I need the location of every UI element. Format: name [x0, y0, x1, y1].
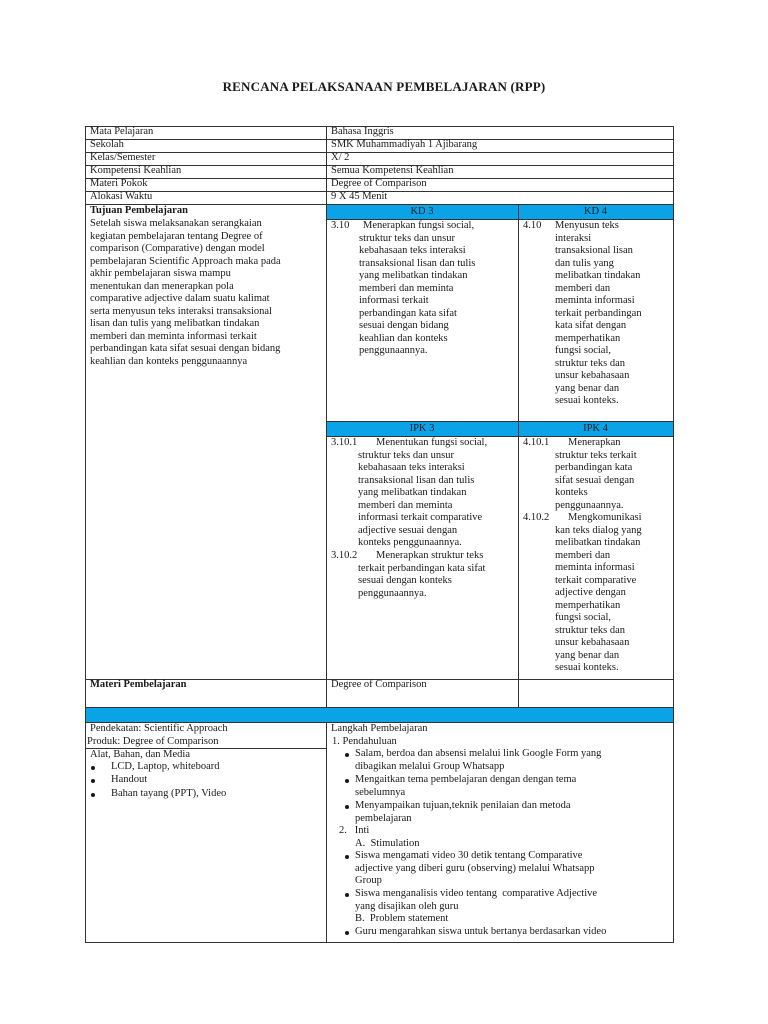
ipk3-line: kebahasaan teks interaksi	[358, 462, 465, 473]
alokasi-waktu-value: 9 X 45 Menit	[331, 191, 388, 202]
ipk4-line: fungsi social,	[555, 612, 611, 623]
tujuan-line: pembelajaran Scientific Approach maka pada	[90, 255, 281, 267]
pendahuluan-item: Menyampaikan tujuan,teknik penilaian dan metoda	[355, 800, 571, 811]
inti-item: Siswa menganalisis video tentang comparative Adjective	[355, 888, 598, 899]
ipk4-line: perbandingan kata	[555, 462, 633, 473]
materi-pokok-label: Materi Pokok	[90, 178, 148, 189]
bullet-icon	[345, 931, 349, 935]
kd3-line: Menerapkan fungsi social,	[363, 220, 475, 231]
ipk4-line: terkait comparative	[555, 574, 637, 586]
tujuan-heading: Tujuan Pembelajaran	[90, 205, 188, 216]
bullet-icon	[91, 793, 95, 797]
ipk4-line: memberi dan	[555, 549, 611, 561]
kd4-line: meminta informasi	[555, 295, 635, 306]
kd4-line: dan tulis yang	[555, 257, 614, 269]
tujuan-line: menentukan dan menerapkan pola	[90, 280, 234, 292]
ipk3-number: 3.10.1	[331, 437, 358, 448]
bullet-icon	[345, 805, 349, 809]
ipk3-number: 3.10.2	[331, 550, 358, 561]
ipk3-line: penggunaannya.	[358, 587, 427, 599]
ipk3-line: konteks penggunaannya.	[358, 537, 462, 548]
tujuan-line: akhir pembelajaran siswa mampu	[90, 268, 231, 279]
kd4-line: memberi dan	[555, 282, 611, 294]
ipk4-line: adjective dengan	[555, 587, 626, 598]
ipk4-line: sesuai konteks.	[555, 662, 619, 673]
ipk4-number: 4.10.2	[523, 512, 550, 523]
bullet-icon	[91, 766, 95, 770]
kd3-line: penggunaannya.	[359, 345, 428, 356]
ipk3-line: adjective sesuai dengan	[358, 524, 458, 536]
kd4-line: unsur kebahasaan	[555, 370, 630, 381]
ipk3-line: memberi dan meminta	[358, 499, 453, 511]
langkah-heading: Langkah Pembelajaran	[331, 723, 428, 734]
kompetensi-keahlian-label: Kompetensi Keahlian	[90, 165, 182, 176]
bullet-icon	[345, 893, 349, 897]
kelas-semester-value: X/ 2	[331, 152, 350, 163]
alokasi-waktu-label: Alokasi Waktu	[90, 191, 153, 202]
materi-heading: Materi Pembelajaran	[90, 679, 187, 690]
document-title: RENCANA PELAKSANAAN PEMBELAJARAN (RPP)	[222, 79, 546, 94]
ipk4-line: sifat sesuai dengan	[555, 474, 635, 486]
kd4-line: kata sifat dengan	[555, 320, 627, 331]
kd4-line: terkait perbandingan	[555, 307, 642, 319]
pendahuluan-item: sebelumnya	[355, 786, 406, 798]
ipk4-line: unsur kebahasaan	[555, 637, 630, 648]
tujuan-line: perbandingan kata sifat sesuai dengan bidang	[90, 343, 281, 354]
tujuan-line: memberi dan meminta informasi terkait	[90, 330, 257, 342]
alat-item: Bahan tayang (PPT), Video	[111, 788, 227, 799]
kd4-line: interaksi	[555, 232, 592, 244]
tujuan-line: lisan dan tulis yang melibatkan tindakan	[90, 318, 260, 329]
pendahuluan-heading: 1. Pendahuluan	[332, 736, 397, 747]
alat-item: LCD, Laptop, whiteboard	[111, 761, 220, 772]
inti-item: Group	[355, 875, 382, 886]
bullet-icon	[345, 779, 349, 783]
bullet-icon	[91, 779, 95, 783]
tujuan-line: keahlian dan konteks penggunaannya	[90, 355, 248, 367]
inti-item: adjective yang diberi guru (observing) melalui Whatsapp	[355, 862, 595, 874]
kd3-line: kebahasaan teks interaksi	[359, 245, 466, 256]
ipk4-line: meminta informasi	[555, 562, 635, 573]
stimulation-heading: A. Stimulation	[355, 837, 420, 849]
ipk4-line: struktur teks terkait	[555, 449, 637, 461]
rpp-table	[85, 126, 673, 942]
ipk4-line: struktur teks dan	[555, 624, 625, 636]
alat-heading: Alat, Bahan, dan Media	[90, 749, 191, 760]
ipk3-line: informasi terkait comparative	[358, 512, 483, 523]
problem-item: Guru mengarahkan siswa untuk bertanya berdasarkan video	[355, 926, 607, 937]
kd3-line: sesuai dengan bidang	[359, 320, 449, 331]
mata-pelajaran-label: Mata Pelajaran	[90, 126, 154, 137]
ipk3-line: Menerapkan struktur teks	[376, 550, 484, 561]
ipk4-line: konteks	[555, 487, 588, 498]
ipk4-line: Mengkomunikasi	[568, 512, 642, 523]
tujuan-line: kegiatan pembelajaran tentang Degree of	[90, 230, 263, 242]
inti-item: Siswa mengamati video 30 detik tentang Comparative	[355, 850, 583, 861]
bullet-icon	[345, 753, 349, 757]
section-divider-fill	[85, 708, 673, 722]
ipk3-line: struktur teks dan unsur	[358, 449, 454, 461]
kd4-header: KD 4	[583, 206, 608, 217]
ipk4-line: Menerapkan	[568, 437, 621, 448]
kd3-header: KD 3	[410, 206, 434, 217]
ipk3-line: transaksional lisan dan tulis	[358, 474, 475, 486]
ipk3-line: Menentukan fungsi social,	[376, 437, 488, 448]
ipk4-header: IPK 4	[583, 423, 608, 434]
tujuan-line: comparative adjective dalam suatu kalimat	[90, 293, 270, 304]
pendahuluan-item: pembelajaran	[355, 812, 412, 824]
ipk4-line: melibatkan tindakan	[555, 537, 641, 548]
ipk3-line: terkait perbandingan kata sifat	[358, 562, 486, 574]
kd4-line: yang benar dan	[555, 382, 620, 394]
ipk3-line: yang melibatkan tindakan	[358, 487, 467, 498]
materi-pokok-value: Degree of Comparison	[331, 178, 427, 189]
ipk4-line: penggunaannya.	[555, 499, 624, 511]
bullet-icon	[345, 855, 349, 859]
mata-pelajaran-value: Bahasa Inggris	[331, 126, 394, 137]
kd4-number: 4.10	[523, 220, 542, 231]
ipk4-line: yang benar dan	[555, 649, 620, 661]
kd4-line: sesuai konteks.	[555, 395, 619, 406]
inti-item: yang disajikan oleh guru	[355, 900, 459, 912]
kd4-line: fungsi social,	[555, 345, 611, 356]
kd3-line: transaksional lisan dan tulis	[359, 257, 476, 269]
kd3-line: struktur teks dan unsur	[359, 232, 455, 244]
kd3-line: memberi dan meminta	[359, 282, 454, 294]
ipk3-line: sesuai dengan konteks	[358, 575, 452, 586]
alat-item: Handout	[111, 774, 148, 785]
pendahuluan-item: Mengaitkan tema pembelajaran dengan dengan tema	[355, 774, 577, 785]
ipk4-line: memperhatikan	[555, 599, 621, 611]
kd4-line: melibatkan tindakan	[555, 270, 641, 281]
sekolah-label: Sekolah	[90, 139, 124, 150]
kd4-line: transaksional lisan	[555, 245, 633, 256]
kd4-line: memperhatikan	[555, 332, 621, 344]
kd3-line: keahlian dan konteks	[359, 332, 448, 344]
problem-heading: B. Problem statement	[355, 913, 449, 924]
inti-heading: 2. Inti	[339, 825, 370, 836]
sekolah-value: SMK Muhammadiyah 1 Ajibarang	[331, 139, 478, 150]
kd3-line: yang melibatkan tindakan	[359, 270, 468, 281]
kd3-line: informasi terkait	[359, 295, 429, 306]
tujuan-line: comparison (Comparative) dengan model	[90, 243, 265, 254]
kd4-line: struktur teks dan	[555, 357, 625, 369]
kompetensi-keahlian-value: Semua Kompetensi Keahlian	[331, 165, 454, 176]
kelas-semester-label: Kelas/Semester	[90, 152, 156, 163]
pendahuluan-item: Salam, berdoa dan absensi melalui link Google Form yang	[355, 748, 602, 759]
pendahuluan-item: dibagikan melalui Group Whatsapp	[355, 760, 505, 772]
kd3-line: perbandingan kata sifat	[359, 307, 457, 319]
materi-value: Degree of Comparison	[331, 679, 427, 690]
kd4-line: Menyusun teks	[555, 220, 619, 231]
ipk4-number: 4.10.1	[523, 437, 550, 448]
produk-text: Produk: Degree of Comparison	[87, 736, 219, 747]
ipk3-header: IPK 3	[409, 423, 435, 434]
tujuan-line: serta menyusun teks interaksi transaksional	[90, 305, 272, 317]
kd3-number: 3.10	[331, 220, 350, 231]
tujuan-line: Setelah siswa melaksanakan serangkaian	[90, 218, 262, 229]
ipk4-line: kan teks dialog yang	[555, 524, 642, 536]
pendekatan-text: Pendekatan: Scientific Approach	[90, 723, 228, 734]
